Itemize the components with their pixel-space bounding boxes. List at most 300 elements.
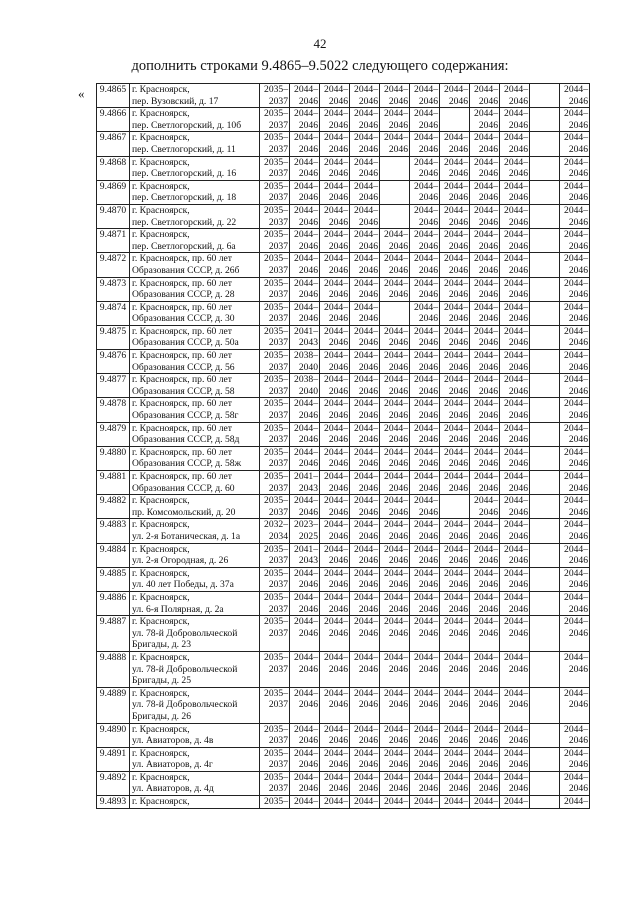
year-range-cell: 2035– 2037 <box>260 616 290 652</box>
row-number: 9.4886 <box>97 591 130 615</box>
year-range-cell: 2035– 2037 <box>260 156 290 180</box>
year-range-cell <box>440 495 470 519</box>
year-range-cell: 2044– 2046 <box>440 446 470 470</box>
year-range-cell: 2044– 2046 <box>560 651 590 687</box>
year-range-cell: 2044– 2046 <box>560 723 590 747</box>
table-row <box>97 543 590 567</box>
year-range-cell: 2044– 2046 <box>290 277 320 301</box>
year-range-cell: 2044– 2046 <box>410 446 440 470</box>
year-range-cell: 2044– 2046 <box>440 747 470 771</box>
row-address: г. Красноярск, пр. 60 лет Образования СССР, д. 58ж <box>130 446 260 470</box>
year-range-cell: 2044– 2046 <box>290 651 320 687</box>
schedule-table <box>96 83 590 809</box>
year-range-cell: 2044– 2046 <box>470 567 500 591</box>
year-range-cell: 2044– 2046 <box>470 350 500 374</box>
year-range-cell: 2044– 2046 <box>320 398 350 422</box>
year-range-cell: 2044– 2046 <box>350 651 380 687</box>
row-address: г. Красноярск, пр. 60 лет Образования СССР, д. 58г <box>130 398 260 422</box>
year-range-cell: 2044– 2046 <box>380 543 410 567</box>
year-range-cell: 2044– 2046 <box>290 446 320 470</box>
year-range-cell: 2044– 2046 <box>470 325 500 349</box>
year-range-cell <box>530 519 560 543</box>
year-range-cell: 2044– 2046 <box>560 747 590 771</box>
year-range-cell: 2044– 2046 <box>320 204 350 228</box>
year-range-cell: 2044– 2046 <box>440 325 470 349</box>
table-row <box>97 325 590 349</box>
year-range-cell: 2044– 2046 <box>320 108 350 132</box>
year-range-cell: 2044– 2046 <box>500 132 530 156</box>
year-range-cell: 2044– 2046 <box>470 277 500 301</box>
year-range-cell: 2035– 2037 <box>260 495 290 519</box>
year-range-cell: 2044– 2046 <box>470 519 500 543</box>
year-range-cell: 2044– 2046 <box>380 471 410 495</box>
row-number: 9.4877 <box>97 374 130 398</box>
year-range-cell: 2044– 2046 <box>350 771 380 795</box>
year-range-cell: 2044– 2046 <box>440 567 470 591</box>
year-range-cell <box>380 204 410 228</box>
year-range-cell: 2044– 2046 <box>440 543 470 567</box>
row-number: 9.4885 <box>97 567 130 591</box>
year-range-cell: 2044– 2046 <box>320 723 350 747</box>
year-range-cell: 2035– 2037 <box>260 422 290 446</box>
year-range-cell: 2044– 2046 <box>320 687 350 723</box>
table-row <box>97 156 590 180</box>
year-range-cell: 2044– 2046 <box>470 651 500 687</box>
year-range-cell: 2044– <box>470 796 500 809</box>
year-range-cell: 2044– 2046 <box>470 747 500 771</box>
year-range-cell: 2044– 2046 <box>380 687 410 723</box>
year-range-cell: 2044– 2046 <box>440 687 470 723</box>
year-range-cell: 2044– 2046 <box>500 495 530 519</box>
year-range-cell: 2044– 2046 <box>410 471 440 495</box>
year-range-cell: 2044– 2046 <box>560 422 590 446</box>
year-range-cell: 2044– 2046 <box>500 616 530 652</box>
year-range-cell <box>530 771 560 795</box>
table-row <box>97 687 590 723</box>
row-address: г. Красноярск, пр. Комсомольский, д. 20 <box>130 495 260 519</box>
year-range-cell: 2035– 2037 <box>260 84 290 108</box>
year-range-cell: 2044– 2046 <box>350 180 380 204</box>
row-number: 9.4875 <box>97 325 130 349</box>
row-number: 9.4873 <box>97 277 130 301</box>
year-range-cell: 2044– 2046 <box>410 325 440 349</box>
row-address: г. Красноярск, пер. Светлогорский, д. 11 <box>130 132 260 156</box>
year-range-cell: 2044– 2046 <box>380 771 410 795</box>
year-range-cell: 2044– 2046 <box>560 132 590 156</box>
row-number: 9.4867 <box>97 132 130 156</box>
year-range-cell: 2044– 2046 <box>290 591 320 615</box>
row-number: 9.4884 <box>97 543 130 567</box>
table-row <box>97 771 590 795</box>
year-range-cell: 2035– 2037 <box>260 204 290 228</box>
year-range-cell <box>530 325 560 349</box>
year-range-cell: 2044– 2046 <box>560 108 590 132</box>
year-range-cell: 2044– 2046 <box>500 180 530 204</box>
year-range-cell: 2044– 2046 <box>500 374 530 398</box>
row-number: 9.4878 <box>97 398 130 422</box>
year-range-cell: 2044– 2046 <box>380 253 410 277</box>
year-range-cell: 2035– 2037 <box>260 446 290 470</box>
table-row <box>97 180 590 204</box>
year-range-cell: 2044– 2046 <box>440 301 470 325</box>
year-range-cell: 2044– 2046 <box>470 616 500 652</box>
table-row <box>97 108 590 132</box>
year-range-cell <box>530 350 560 374</box>
year-range-cell: 2044– 2046 <box>410 398 440 422</box>
year-range-cell: 2044– 2046 <box>350 277 380 301</box>
year-range-cell: 2044– 2046 <box>560 374 590 398</box>
row-number: 9.4889 <box>97 687 130 723</box>
year-range-cell: 2044– 2046 <box>560 325 590 349</box>
year-range-cell: 2044– 2046 <box>500 204 530 228</box>
year-range-cell: 2041– 2043 <box>290 325 320 349</box>
row-address: г. Красноярск, ул. 2-я Огородная, д. 26 <box>130 543 260 567</box>
year-range-cell: 2044– 2046 <box>350 204 380 228</box>
row-address: г. Красноярск, пер. Светлогорский, д. 22 <box>130 204 260 228</box>
year-range-cell <box>530 253 560 277</box>
year-range-cell: 2044– 2046 <box>290 84 320 108</box>
row-address: г. Красноярск, пр. 60 лет Образования СССР, д. 58 <box>130 374 260 398</box>
year-range-cell: 2044– 2046 <box>320 180 350 204</box>
amendment-heading: дополнить строками 9.4865–9.5022 следующего содержания: <box>131 58 509 74</box>
year-range-cell: 2044– 2046 <box>560 591 590 615</box>
year-range-cell <box>530 277 560 301</box>
year-range-cell <box>380 156 410 180</box>
year-range-cell: 2044– 2046 <box>290 567 320 591</box>
year-range-cell: 2044– 2046 <box>350 108 380 132</box>
year-range-cell <box>380 180 410 204</box>
year-range-cell: 2044– 2046 <box>470 301 500 325</box>
year-range-cell: 2044– 2046 <box>380 84 410 108</box>
year-range-cell: 2035– 2037 <box>260 132 290 156</box>
year-range-cell: 2035– 2037 <box>260 253 290 277</box>
year-range-cell: 2044– 2046 <box>440 591 470 615</box>
row-address: г. Красноярск, пер. Светлогорский, д. 6а <box>130 229 260 253</box>
year-range-cell: 2044– 2046 <box>560 204 590 228</box>
year-range-cell: 2044– 2046 <box>470 229 500 253</box>
row-number: 9.4869 <box>97 180 130 204</box>
year-range-cell: 2044– 2046 <box>440 229 470 253</box>
year-range-cell: 2044– 2046 <box>560 567 590 591</box>
year-range-cell: 2044– 2046 <box>380 651 410 687</box>
year-range-cell: 2044– 2046 <box>410 108 440 132</box>
year-range-cell <box>440 108 470 132</box>
year-range-cell: 2044– 2046 <box>350 567 380 591</box>
year-range-cell: 2035– 2037 <box>260 350 290 374</box>
year-range-cell: 2044– 2046 <box>320 651 350 687</box>
year-range-cell: 2044– 2046 <box>320 374 350 398</box>
year-range-cell: 2038– 2040 <box>290 374 320 398</box>
year-range-cell: 2044– 2046 <box>470 253 500 277</box>
row-number: 9.4870 <box>97 204 130 228</box>
year-range-cell: 2044– <box>410 796 440 809</box>
year-range-cell: 2044– 2046 <box>410 567 440 591</box>
year-range-cell: 2044– 2046 <box>440 398 470 422</box>
year-range-cell: 2044– 2046 <box>320 422 350 446</box>
year-range-cell: 2044– 2046 <box>500 108 530 132</box>
year-range-cell: 2044– 2046 <box>500 229 530 253</box>
row-address: г. Красноярск, пер. Светлогорский, д. 10б <box>130 108 260 132</box>
year-range-cell: 2044– 2046 <box>350 471 380 495</box>
year-range-cell: 2044– 2046 <box>290 253 320 277</box>
year-range-cell: 2044– 2046 <box>380 446 410 470</box>
year-range-cell: 2044– 2046 <box>290 301 320 325</box>
row-address: г. Красноярск, пер. Вузовский, д. 17 <box>130 84 260 108</box>
year-range-cell: 2044– 2046 <box>350 229 380 253</box>
year-range-cell: 2044– 2046 <box>410 519 440 543</box>
year-range-cell: 2044– 2046 <box>350 84 380 108</box>
year-range-cell: 2044– 2046 <box>350 723 380 747</box>
year-range-cell: 2044– 2046 <box>560 350 590 374</box>
year-range-cell: 2035– 2037 <box>260 771 290 795</box>
year-range-cell: 2044– 2046 <box>470 84 500 108</box>
year-range-cell: 2035– 2037 <box>260 747 290 771</box>
year-range-cell: 2044– 2046 <box>380 616 410 652</box>
year-range-cell: 2044– 2046 <box>440 84 470 108</box>
year-range-cell: 2044– 2046 <box>410 687 440 723</box>
year-range-cell: 2044– 2046 <box>470 374 500 398</box>
year-range-cell: 2044– 2046 <box>560 616 590 652</box>
year-range-cell: 2044– 2046 <box>290 771 320 795</box>
year-range-cell: 2044– 2046 <box>440 277 470 301</box>
year-range-cell: 2044– 2046 <box>560 771 590 795</box>
row-address: г. Красноярск, ул. 78-й Добровольческой Бригады, д. 23 <box>130 616 260 652</box>
year-range-cell: 2044– 2046 <box>470 543 500 567</box>
year-range-cell: 2044– 2046 <box>500 591 530 615</box>
year-range-cell: 2044– 2046 <box>320 567 350 591</box>
table-row <box>97 398 590 422</box>
year-range-cell <box>530 229 560 253</box>
year-range-cell: 2044– 2046 <box>560 84 590 108</box>
table-row <box>97 422 590 446</box>
year-range-cell: 2044– 2046 <box>380 398 410 422</box>
table-row <box>97 519 590 543</box>
year-range-cell <box>530 747 560 771</box>
year-range-cell: 2044– 2046 <box>410 180 440 204</box>
year-range-cell <box>530 543 560 567</box>
year-range-cell: 2044– 2046 <box>500 253 530 277</box>
year-range-cell: 2044– 2046 <box>470 471 500 495</box>
year-range-cell: 2044– 2046 <box>470 591 500 615</box>
year-range-cell <box>530 723 560 747</box>
year-range-cell: 2044– 2046 <box>320 229 350 253</box>
year-range-cell: 2044– 2046 <box>350 495 380 519</box>
year-range-cell: 2044– 2046 <box>380 277 410 301</box>
year-range-cell: 2044– 2046 <box>440 253 470 277</box>
year-range-cell: 2044– 2046 <box>290 747 320 771</box>
year-range-cell: 2044– 2046 <box>470 156 500 180</box>
year-range-cell <box>530 651 560 687</box>
year-range-cell: 2035– 2037 <box>260 277 290 301</box>
row-address: г. Красноярск, пр. 60 лет Образования СССР, д. 58д <box>130 422 260 446</box>
year-range-cell: 2044– 2046 <box>350 519 380 543</box>
year-range-cell: 2044– 2046 <box>470 204 500 228</box>
schedule-table-body <box>97 84 590 809</box>
year-range-cell: 2044– 2046 <box>350 301 380 325</box>
year-range-cell: 2044– 2046 <box>500 771 530 795</box>
year-range-cell <box>530 398 560 422</box>
year-range-cell: 2044– 2046 <box>560 301 590 325</box>
year-range-cell: 2044– 2046 <box>350 132 380 156</box>
year-range-cell: 2035– <box>260 796 290 809</box>
year-range-cell: 2044– 2046 <box>500 325 530 349</box>
year-range-cell: 2044– 2046 <box>350 616 380 652</box>
year-range-cell: 2038– 2040 <box>290 350 320 374</box>
year-range-cell: 2044– <box>500 796 530 809</box>
year-range-cell: 2023– 2025 <box>290 519 320 543</box>
year-range-cell: 2044– 2046 <box>500 519 530 543</box>
row-number: 9.4887 <box>97 616 130 652</box>
year-range-cell: 2044– 2046 <box>380 108 410 132</box>
year-range-cell: 2044– 2046 <box>470 687 500 723</box>
year-range-cell: 2044– 2046 <box>410 771 440 795</box>
row-address: г. Красноярск, ул. 78-й Добровольческой Бригады, д. 25 <box>130 651 260 687</box>
row-number: 9.4879 <box>97 422 130 446</box>
year-range-cell: 2044– 2046 <box>560 543 590 567</box>
year-range-cell: 2035– 2037 <box>260 651 290 687</box>
year-range-cell: 2044– 2046 <box>290 132 320 156</box>
year-range-cell <box>530 446 560 470</box>
year-range-cell: 2044– 2046 <box>500 567 530 591</box>
year-range-cell: 2044– 2046 <box>500 277 530 301</box>
row-number: 9.4874 <box>97 301 130 325</box>
year-range-cell: 2044– 2046 <box>440 350 470 374</box>
year-range-cell: 2044– 2046 <box>560 519 590 543</box>
year-range-cell: 2044– <box>350 796 380 809</box>
year-range-cell: 2044– 2046 <box>320 132 350 156</box>
year-range-cell: 2044– 2046 <box>410 84 440 108</box>
year-range-cell <box>530 687 560 723</box>
year-range-cell: 2044– 2046 <box>440 204 470 228</box>
row-address: г. Красноярск, пр. 60 лет Образования СССР, д. 50а <box>130 325 260 349</box>
year-range-cell: 2044– 2046 <box>410 651 440 687</box>
year-range-cell: 2044– 2046 <box>320 747 350 771</box>
year-range-cell <box>530 132 560 156</box>
year-range-cell: 2044– 2046 <box>290 398 320 422</box>
year-range-cell: 2044– 2046 <box>560 180 590 204</box>
year-range-cell: 2044– 2046 <box>350 398 380 422</box>
row-address: г. Красноярск, пр. 60 лет Образования СССР, д. 60 <box>130 471 260 495</box>
year-range-cell: 2035– 2037 <box>260 591 290 615</box>
year-range-cell: 2041– 2043 <box>290 543 320 567</box>
year-range-cell: 2044– 2046 <box>350 325 380 349</box>
year-range-cell: 2044– 2046 <box>410 723 440 747</box>
year-range-cell <box>530 796 560 809</box>
year-range-cell: 2044– 2046 <box>350 374 380 398</box>
year-range-cell: 2044– 2046 <box>560 495 590 519</box>
year-range-cell: 2044– 2046 <box>410 277 440 301</box>
table-row <box>97 616 590 652</box>
row-number: 9.4890 <box>97 723 130 747</box>
year-range-cell: 2044– 2046 <box>380 132 410 156</box>
year-range-cell: 2044– 2046 <box>320 253 350 277</box>
year-range-cell: 2044– 2046 <box>380 723 410 747</box>
row-number: 9.4892 <box>97 771 130 795</box>
year-range-cell <box>530 422 560 446</box>
year-range-cell: 2044– 2046 <box>440 616 470 652</box>
year-range-cell: 2044– 2046 <box>350 543 380 567</box>
year-range-cell: 2044– 2046 <box>380 422 410 446</box>
year-range-cell: 2044– 2046 <box>410 747 440 771</box>
row-number: 9.4876 <box>97 350 130 374</box>
year-range-cell: 2035– 2037 <box>260 108 290 132</box>
year-range-cell: 2044– 2046 <box>320 616 350 652</box>
row-address: г. Красноярск, ул. 78-й Добровольческой Бригады, д. 26 <box>130 687 260 723</box>
year-range-cell: 2035– 2037 <box>260 723 290 747</box>
year-range-cell: 2044– 2046 <box>350 747 380 771</box>
table-row <box>97 747 590 771</box>
year-range-cell: 2044– 2046 <box>560 156 590 180</box>
table-row <box>97 277 590 301</box>
year-range-cell: 2044– 2046 <box>380 747 410 771</box>
year-range-cell: 2044– 2046 <box>290 687 320 723</box>
row-address: г. Красноярск, пр. 60 лет Образования СССР, д. 28 <box>130 277 260 301</box>
year-range-cell: 2044– 2046 <box>440 771 470 795</box>
table-row <box>97 229 590 253</box>
row-number: 9.4872 <box>97 253 130 277</box>
year-range-cell: 2044– 2046 <box>470 180 500 204</box>
year-range-cell: 2044– 2046 <box>290 180 320 204</box>
year-range-cell: 2044– 2046 <box>500 156 530 180</box>
year-range-cell: 2044– 2046 <box>560 687 590 723</box>
year-range-cell: 2044– 2046 <box>470 723 500 747</box>
year-range-cell: 2035– 2037 <box>260 374 290 398</box>
row-address: г. Красноярск, пер. Светлогорский, д. 16 <box>130 156 260 180</box>
year-range-cell: 2044– 2046 <box>440 519 470 543</box>
year-range-cell <box>530 591 560 615</box>
year-range-cell: 2044– 2046 <box>500 687 530 723</box>
year-range-cell: 2044– 2046 <box>410 591 440 615</box>
year-range-cell: 2044– 2046 <box>380 519 410 543</box>
table-row <box>97 567 590 591</box>
year-range-cell: 2044– 2046 <box>440 651 470 687</box>
year-range-cell <box>530 495 560 519</box>
page-number: 42 <box>313 36 327 51</box>
year-range-cell: 2044– 2046 <box>320 84 350 108</box>
row-address: г. Красноярск, пр. 60 лет Образования СССР, д. 30 <box>130 301 260 325</box>
row-number: 9.4888 <box>97 651 130 687</box>
table-row <box>97 132 590 156</box>
table-row <box>97 301 590 325</box>
row-number: 9.4866 <box>97 108 130 132</box>
table-row <box>97 253 590 277</box>
row-number: 9.4891 <box>97 747 130 771</box>
year-range-cell: 2044– 2046 <box>320 350 350 374</box>
year-range-cell: 2044– 2046 <box>320 591 350 615</box>
year-range-cell: 2044– 2046 <box>500 301 530 325</box>
year-range-cell: 2035– 2037 <box>260 325 290 349</box>
year-range-cell <box>530 301 560 325</box>
year-range-cell <box>530 471 560 495</box>
year-range-cell: 2044– <box>560 796 590 809</box>
year-range-cell: 2044– 2046 <box>380 350 410 374</box>
year-range-cell: 2044– 2046 <box>320 277 350 301</box>
year-range-cell: 2035– 2037 <box>260 229 290 253</box>
year-range-cell: 2044– 2046 <box>440 471 470 495</box>
year-range-cell: 2044– 2046 <box>410 253 440 277</box>
year-range-cell: 2044– 2046 <box>560 471 590 495</box>
year-range-cell: 2044– 2046 <box>500 651 530 687</box>
year-range-cell: 2044– 2046 <box>320 471 350 495</box>
year-range-cell: 2035– 2037 <box>260 180 290 204</box>
year-range-cell: 2044– <box>320 796 350 809</box>
year-range-cell: 2044– 2046 <box>410 422 440 446</box>
year-range-cell: 2044– 2046 <box>410 132 440 156</box>
row-number: 9.4881 <box>97 471 130 495</box>
year-range-cell: 2044– 2046 <box>440 132 470 156</box>
year-range-cell: 2044– 2046 <box>290 422 320 446</box>
year-range-cell: 2044– 2046 <box>350 591 380 615</box>
